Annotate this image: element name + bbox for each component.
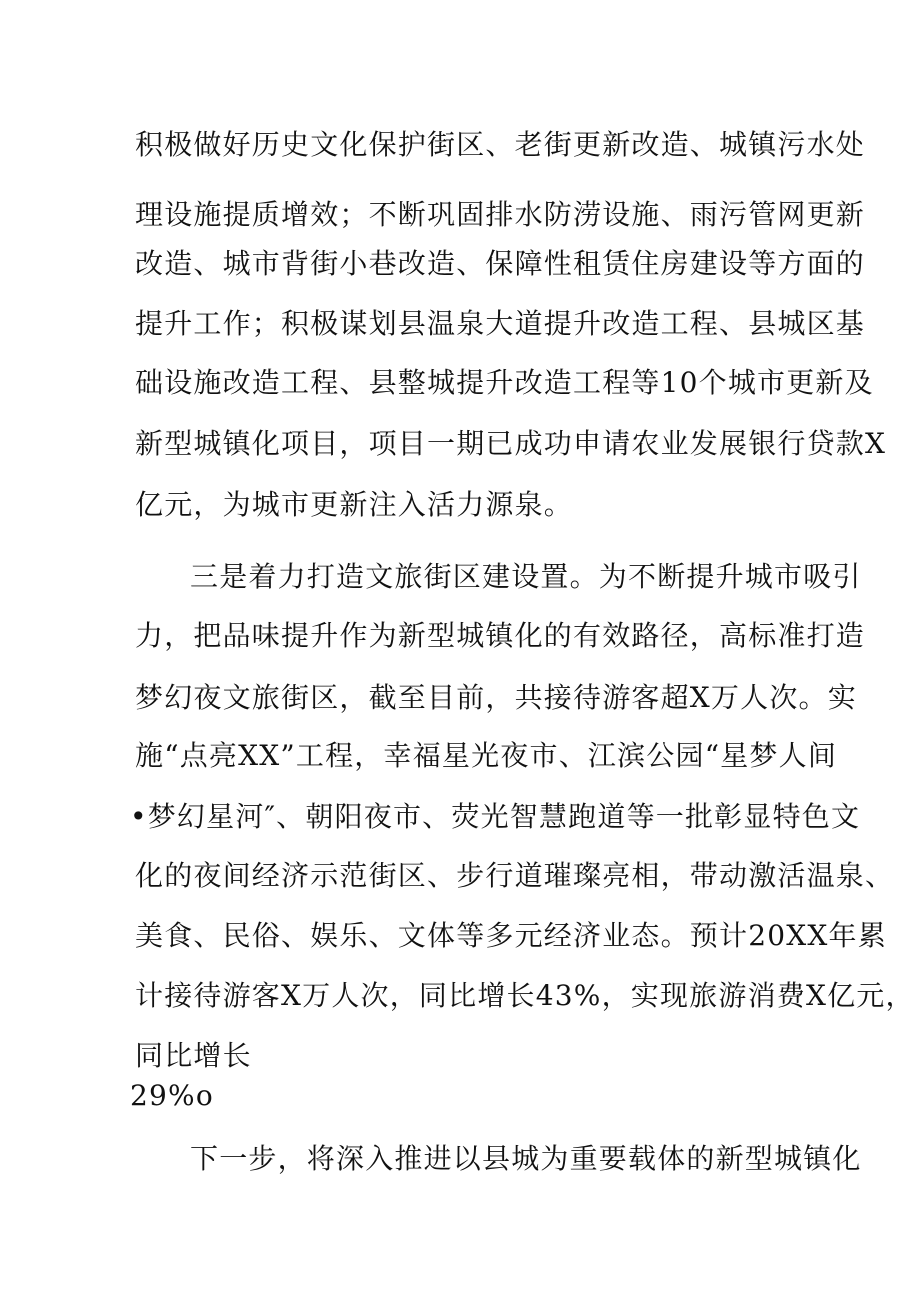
text-line: 同比增长 (135, 1039, 252, 1072)
text-line: 美食、民俗、娱乐、文体等多元经济业态。预计20XX年累 (135, 919, 887, 952)
text-line: 下一步，将深入推进以县城为重要载体的新型城镇化 (190, 1142, 862, 1175)
text-line: 改造、城市背街小巷改造、保障性租赁住房建设等方面的 (135, 247, 866, 280)
text-line: 提升工作；积极谋划县温泉大道提升改造工程、县城区基 (135, 307, 866, 340)
text-line: 理设施提质增效；不断巩固排水防涝设施、雨污管网更新 (135, 198, 866, 231)
text-line: 积极做好历史文化保护街区、老街更新改造、城镇污水处 (135, 128, 866, 161)
text-line: •梦幻星河″、朝阳夜市、荧光智慧跑道等一批彰显特色文 (130, 800, 861, 833)
text-line: 新型城镇化项目，项目一期已成功申请农业发展银行贷款X (135, 427, 887, 460)
text-line: 础设施改造工程、县整城提升改造工程等10个城市更新及 (135, 366, 874, 399)
text-line: 梦幻夜文旅街区，截至目前，共接待游客超X万人次。实 (135, 681, 857, 714)
text-line: 力，把品味提升作为新型城镇化的有效路径，高标准打造 (135, 619, 866, 652)
text-line: 29%o (130, 1079, 214, 1112)
text-line: 施“点亮XX”工程，幸福星光夜市、江滨公园“星梦人间 (135, 739, 838, 772)
text-line: 三是着力打造文旅街区建设置。为不断提升城市吸引 (190, 560, 862, 593)
text-line: 亿元，为城市更新注入活力源泉。 (135, 488, 574, 521)
text-line: 计接待游客X万人次，同比增长43%，实现旅游消费X亿元， (135, 979, 915, 1012)
text-line: 化的夜间经济示范街区、步行道璀璨亮相，带动激活温泉、 (135, 859, 895, 892)
